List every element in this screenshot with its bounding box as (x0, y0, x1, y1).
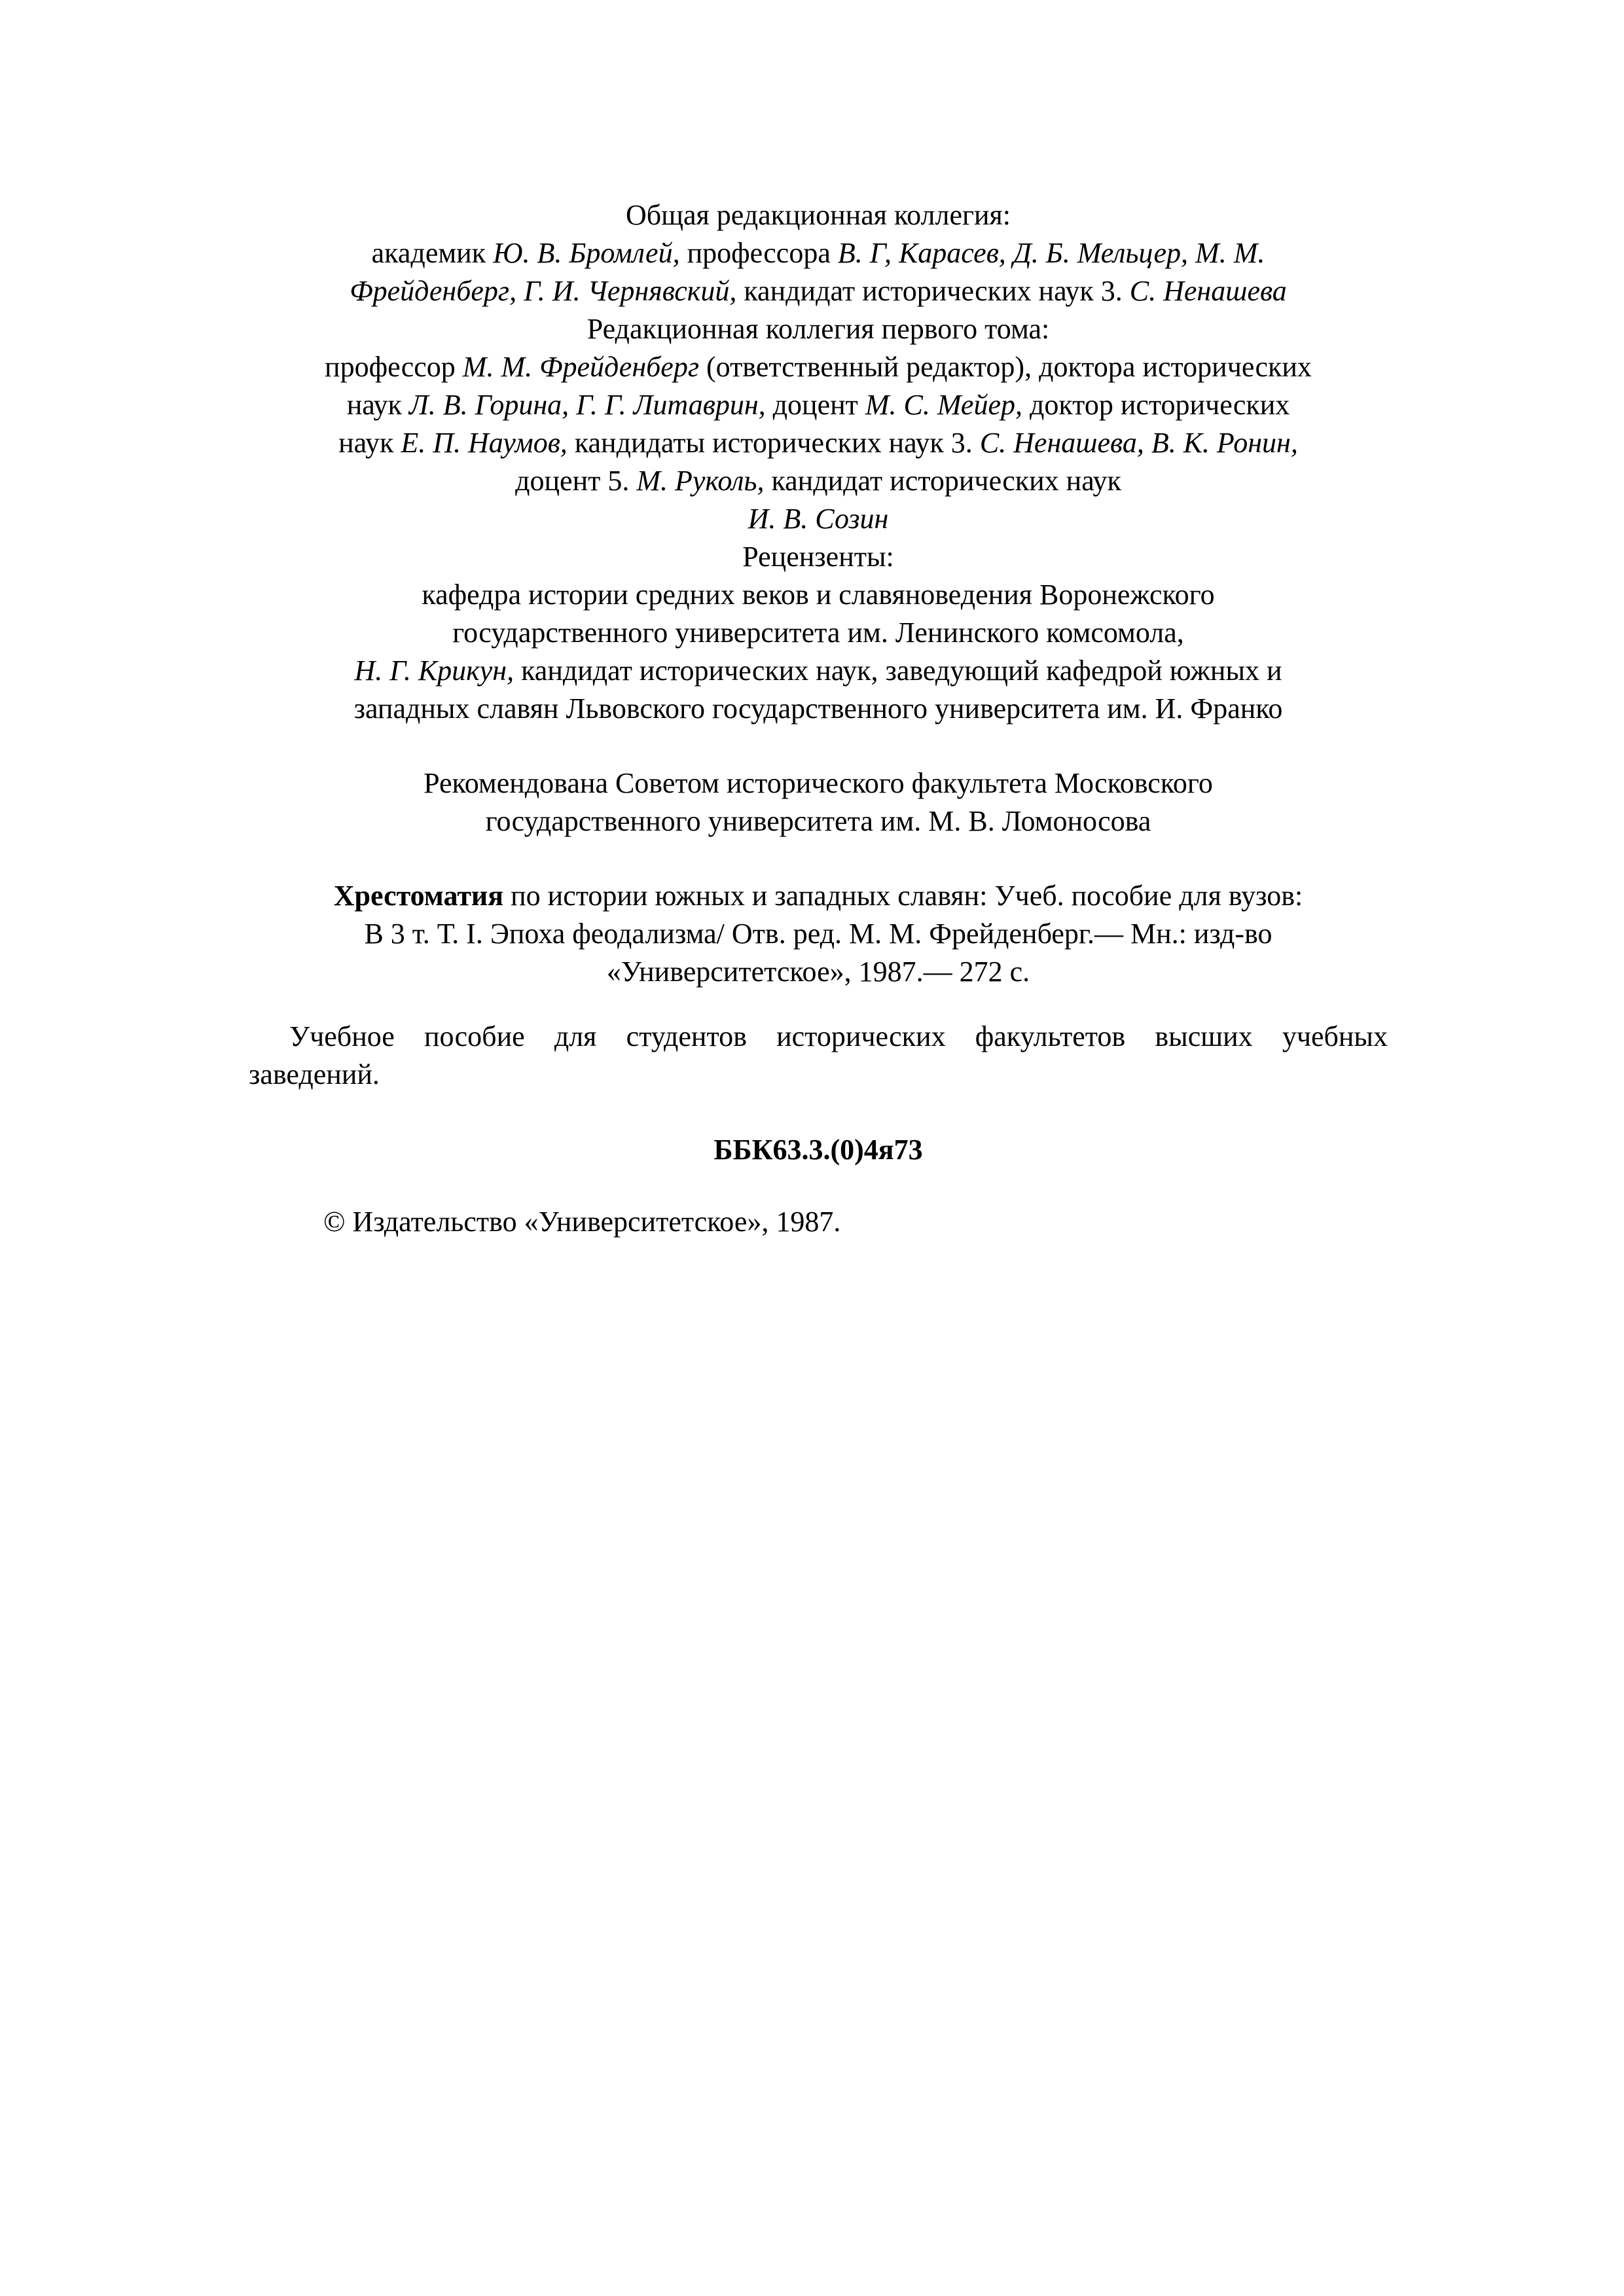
person-name: Ю. В. Бромлей, (493, 237, 680, 269)
person-name: М. С. Мейер, (865, 389, 1022, 421)
text-segment: доктор исторических (1022, 389, 1290, 421)
person-name: С. Ненашева, В. К. Ронин, (979, 427, 1298, 459)
editorial-credits (249, 196, 1388, 728)
person-name: С. Ненашева (1129, 275, 1287, 307)
text-segment: академик (371, 237, 494, 269)
text-segment: доцент 5. (515, 465, 637, 497)
text-segment: по истории южных и западных славян: Учеб. пособие для вузов: (503, 880, 1303, 912)
annotation (249, 1018, 1388, 1094)
recommendation-line-2: государственного университета им. М. В. Ломоносова (485, 805, 1151, 837)
recommendation (249, 764, 1388, 840)
text-segment: наук (338, 427, 401, 459)
person-name: В. Г, Карасев, Д. Б. Мельцер, М. М. (837, 237, 1265, 269)
volume-board-line-1 (249, 348, 1388, 386)
volume-board-heading: Редакционная коллегия первого тома: (586, 313, 1050, 345)
text-segment: профессор (325, 351, 463, 383)
bibliography-line-1 (249, 877, 1388, 915)
bibliography-line-3: «Университетское», 1987.— 272 с. (606, 956, 1030, 988)
volume-board-line-2 (249, 386, 1388, 424)
person-name: Н. Г. Крикун, (354, 655, 514, 687)
annotation-line-1: Учебное пособие для студентов исторических факультетов высших учебных (289, 1020, 1388, 1052)
person-name: Фрейденберг, Г. И. Чернявский, (350, 275, 737, 307)
text-segment: кандидат исторических наук (764, 465, 1121, 497)
reviewers-line-2: государственного университета им. Ленинского комсомола, (452, 617, 1184, 649)
person-name: М. М. Фрейденберг (462, 351, 699, 383)
editorial-board-line-2 (249, 272, 1388, 310)
person-name: И. В. Созин (748, 503, 889, 535)
editorial-board-heading: Общая редакционная коллегия: (625, 199, 1011, 231)
volume-board-line-5 (249, 500, 1388, 538)
bbk-code: ББК63.3.(0)4я73 (713, 1134, 923, 1166)
person-name: М. Руколь, (636, 465, 765, 497)
copyright-notice: © Издательство «Университетское», 1987. (323, 1206, 841, 1238)
text-segment: доцент (765, 389, 865, 421)
text-segment: кандидат исторических наук, заведующий кафедрой южных и (514, 655, 1282, 687)
text-segment: кандидаты исторических наук 3. (567, 427, 980, 459)
bibliographic-record (249, 877, 1388, 991)
reviewers-line-3 (249, 652, 1388, 690)
person-name: Л. В. Горина, Г. Г. Литаврин, (408, 389, 766, 421)
book-title: Хрестоматия (333, 880, 504, 912)
volume-board-line-4 (249, 462, 1388, 500)
text-segment: наук (346, 389, 409, 421)
text-segment: кандидат исторических наук 3. (736, 275, 1130, 307)
reviewers-line-4: западных славян Львовского государственного университета им. И. Франко (353, 692, 1283, 725)
text-segment: (ответственный редактор), доктора исторических (699, 351, 1312, 383)
volume-board-line-3 (249, 424, 1388, 462)
reviewers-heading: Рецензенты: (742, 541, 894, 573)
text-segment: профессора (679, 237, 838, 269)
bibliography-line-2: В 3 т. Т. I. Эпоха феодализма/ Отв. ред. М. М. Фрейденберг.— Мн.: изд-во (364, 918, 1272, 950)
editorial-board-line-1 (249, 234, 1388, 272)
recommendation-line-1: Рекомендована Советом исторического факультета Московского (424, 767, 1213, 799)
person-name: Е. П. Наумов, (401, 427, 568, 459)
reviewers-line-1: кафедра истории средних веков и славяноведения Воронежского (422, 579, 1215, 611)
annotation-line-2: заведений. (249, 1058, 380, 1090)
